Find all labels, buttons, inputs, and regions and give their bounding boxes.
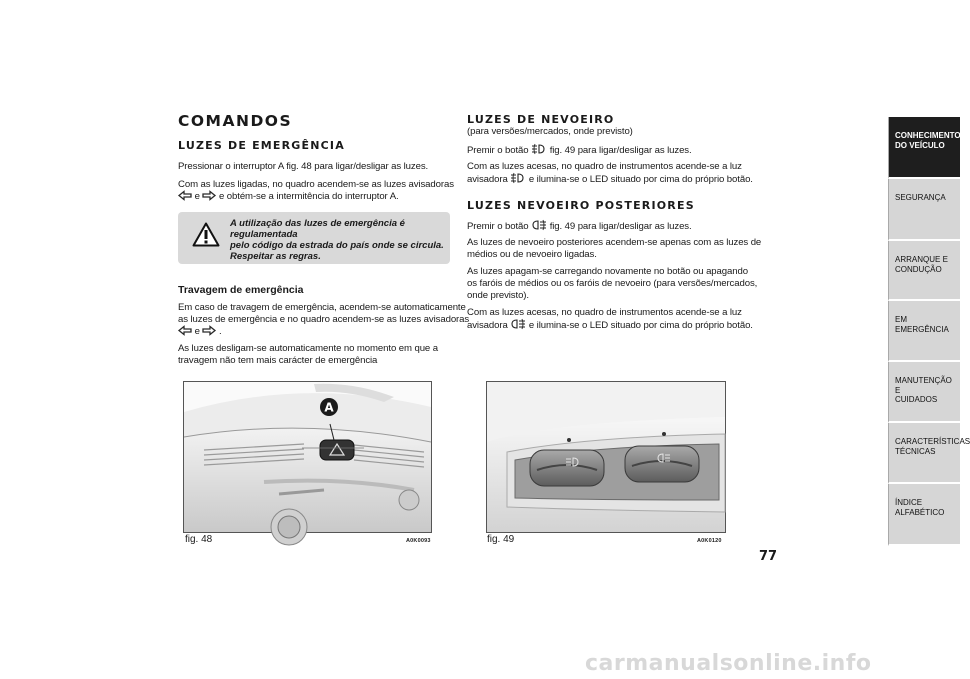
figure-49-caption: fig. 49	[487, 534, 515, 545]
tab-label-line2: TÉCNICAS	[895, 446, 936, 456]
front-fog-light-icon	[510, 173, 526, 183]
page-number: 77	[759, 549, 778, 564]
tab-label-line1: CARACTERÍSTICAS	[895, 437, 970, 446]
tab-label-line1: MANUTENÇÃO E	[895, 376, 952, 395]
fog-button-text-b: fig. 49 para ligar/desligar as luzes.	[549, 145, 692, 156]
tab-seguranca[interactable]	[888, 179, 960, 241]
sentence-end: .	[218, 326, 222, 337]
rear-fog-on-text-b: e ilumina-se o LED situado por cima do próprio botão.	[528, 320, 753, 331]
paragraph-rear-fog-off-line3: onde previsto).	[467, 290, 529, 301]
paragraph-hazard-on-line1: Com as luzes ligadas, no quadro acendem-se as luzes avisadoras	[178, 179, 454, 190]
turn-signal-left-icon	[178, 191, 192, 200]
paragraph-rear-fog-on-line2	[467, 319, 753, 332]
paragraph-rear-fog-cond-line1: As luzes de nevoeiro posteriores acendem-se apenas com as luzes de	[467, 237, 762, 248]
figure-48-code: A0K0093	[406, 538, 431, 544]
paragraph-braking-line2: as luzes de emergência e no quadro acendem-se as luzes avisadoras	[178, 314, 470, 325]
section-heading-rear-fog-lights: LUZES NEVOEIRO POSTERIORES	[467, 199, 695, 212]
paragraph-rear-fog-off-line2: os faróis de médios ou os faróis de nevoeiro (para versões/mercados,	[467, 278, 758, 289]
figure-49-code: A0K0120	[697, 538, 722, 544]
tab-label-line1: EM EMERGÊNCIA	[895, 315, 949, 334]
conjunction-text: e	[194, 191, 200, 202]
paragraph-fog-on-line2	[467, 173, 753, 186]
tab-label-line2: CUIDADOS	[895, 395, 938, 404]
section-heading-emergency-braking: Travagem de emergência	[178, 284, 304, 296]
hazard-on-rest-text: e obtém-se a intermitência do interruptor A.	[218, 191, 399, 202]
tab-label-line1: ÍNDICE ALFABÉTICO	[895, 498, 945, 517]
front-fog-light-icon	[531, 144, 547, 154]
warning-triangle-icon	[192, 222, 220, 247]
paragraph-rear-fog-on-line1: Com as luzes acesas, no quadro de instrumentos acende-se a luz	[467, 307, 742, 318]
page-title: COMANDOS	[178, 112, 293, 130]
tab-manutencao-e-cuidados[interactable]	[888, 362, 960, 423]
tab-indice-alfabetico[interactable]	[888, 484, 960, 546]
fog-lights-subtitle: (para versões/mercados, onde previsto)	[467, 126, 633, 137]
paragraph-fog-on-line1: Com as luzes acesas, no quadro de instrumentos acende-se a luz	[467, 161, 742, 172]
conjunction-text: e	[194, 326, 200, 337]
turn-signal-right-icon	[202, 191, 216, 200]
tab-arranque-e-conducao[interactable]	[888, 241, 960, 301]
tab-conhecimento-do-veiculo[interactable]	[888, 117, 960, 179]
paragraph-rear-fog-off-line1: As luzes apagam-se carregando novamente no botão ou apagando	[467, 266, 748, 277]
warning-text	[230, 218, 450, 262]
tab-em-emergencia[interactable]	[888, 301, 960, 362]
watermark: carmanualsonline.info	[585, 651, 872, 676]
section-heading-hazard-lights: LUZES DE EMERGÊNCIA	[178, 139, 345, 152]
warning-line-2: pelo código da estrada do país onde se circula.	[230, 240, 444, 251]
turn-signal-right-icon	[202, 326, 216, 335]
rear-fog-button-text-b: fig. 49 para ligar/desligar as luzes.	[549, 221, 692, 232]
rear-fog-light-icon	[510, 319, 526, 329]
figure-48-caption: fig. 48	[185, 534, 213, 545]
dashboard-illustration	[184, 382, 431, 532]
paragraph-braking-line3	[178, 326, 222, 338]
paragraph-hazard-switch: Pressionar o interruptor A fig. 48 para ligar/desligar as luzes.	[178, 161, 429, 172]
paragraph-fog-button	[467, 144, 692, 157]
rear-fog-on-text-a: avisadora	[467, 320, 508, 331]
figure-48-dashboard-image	[183, 381, 432, 533]
tab-label-line2: CONDUÇÃO	[895, 264, 942, 274]
section-heading-fog-lights: LUZES DE NEVOEIRO	[467, 113, 615, 126]
warning-line-3: Respeitar as regras.	[230, 251, 321, 262]
tab-label-line1: ARRANQUE E	[895, 255, 948, 264]
rear-fog-button-text-a: Premir o botão	[467, 221, 529, 232]
warning-box	[178, 212, 450, 264]
fog-buttons-illustration	[487, 382, 725, 532]
figure-49-fog-buttons-image	[486, 381, 726, 533]
tab-caracteristicas-tecnicas[interactable]	[888, 423, 970, 484]
fog-on-text-a: avisadora	[467, 174, 508, 185]
turn-signal-left-icon	[178, 326, 192, 335]
fog-button-text-a: Premir o botão	[467, 145, 529, 156]
paragraph-rear-fog-button	[467, 220, 692, 233]
paragraph-braking-off-line1: As luzes desligam-se automaticamente no momento em que a	[178, 343, 438, 354]
paragraph-braking-line1: Em caso de travagem de emergência, acendem-se automaticamente	[178, 302, 466, 313]
tab-label-line2: DO VEÍCULO	[895, 140, 945, 150]
tab-label-line1: SEGURANÇA	[895, 193, 946, 202]
fog-on-text-b: e ilumina-se o LED situado por cima do próprio botão.	[528, 174, 753, 185]
paragraph-braking-off-line2: travagem não tem mais carácter de emergência	[178, 355, 378, 366]
paragraph-hazard-on-line2	[178, 191, 399, 203]
figure-callout-a: A	[324, 400, 334, 415]
rear-fog-light-icon	[531, 220, 547, 230]
warning-line-1: A utilização das luzes de emergência é regulamentada	[230, 218, 405, 240]
paragraph-rear-fog-cond-line2: médios ou de nevoeiro ligadas.	[467, 249, 597, 260]
tab-label-line1: CONHECIMENTO	[895, 131, 961, 140]
